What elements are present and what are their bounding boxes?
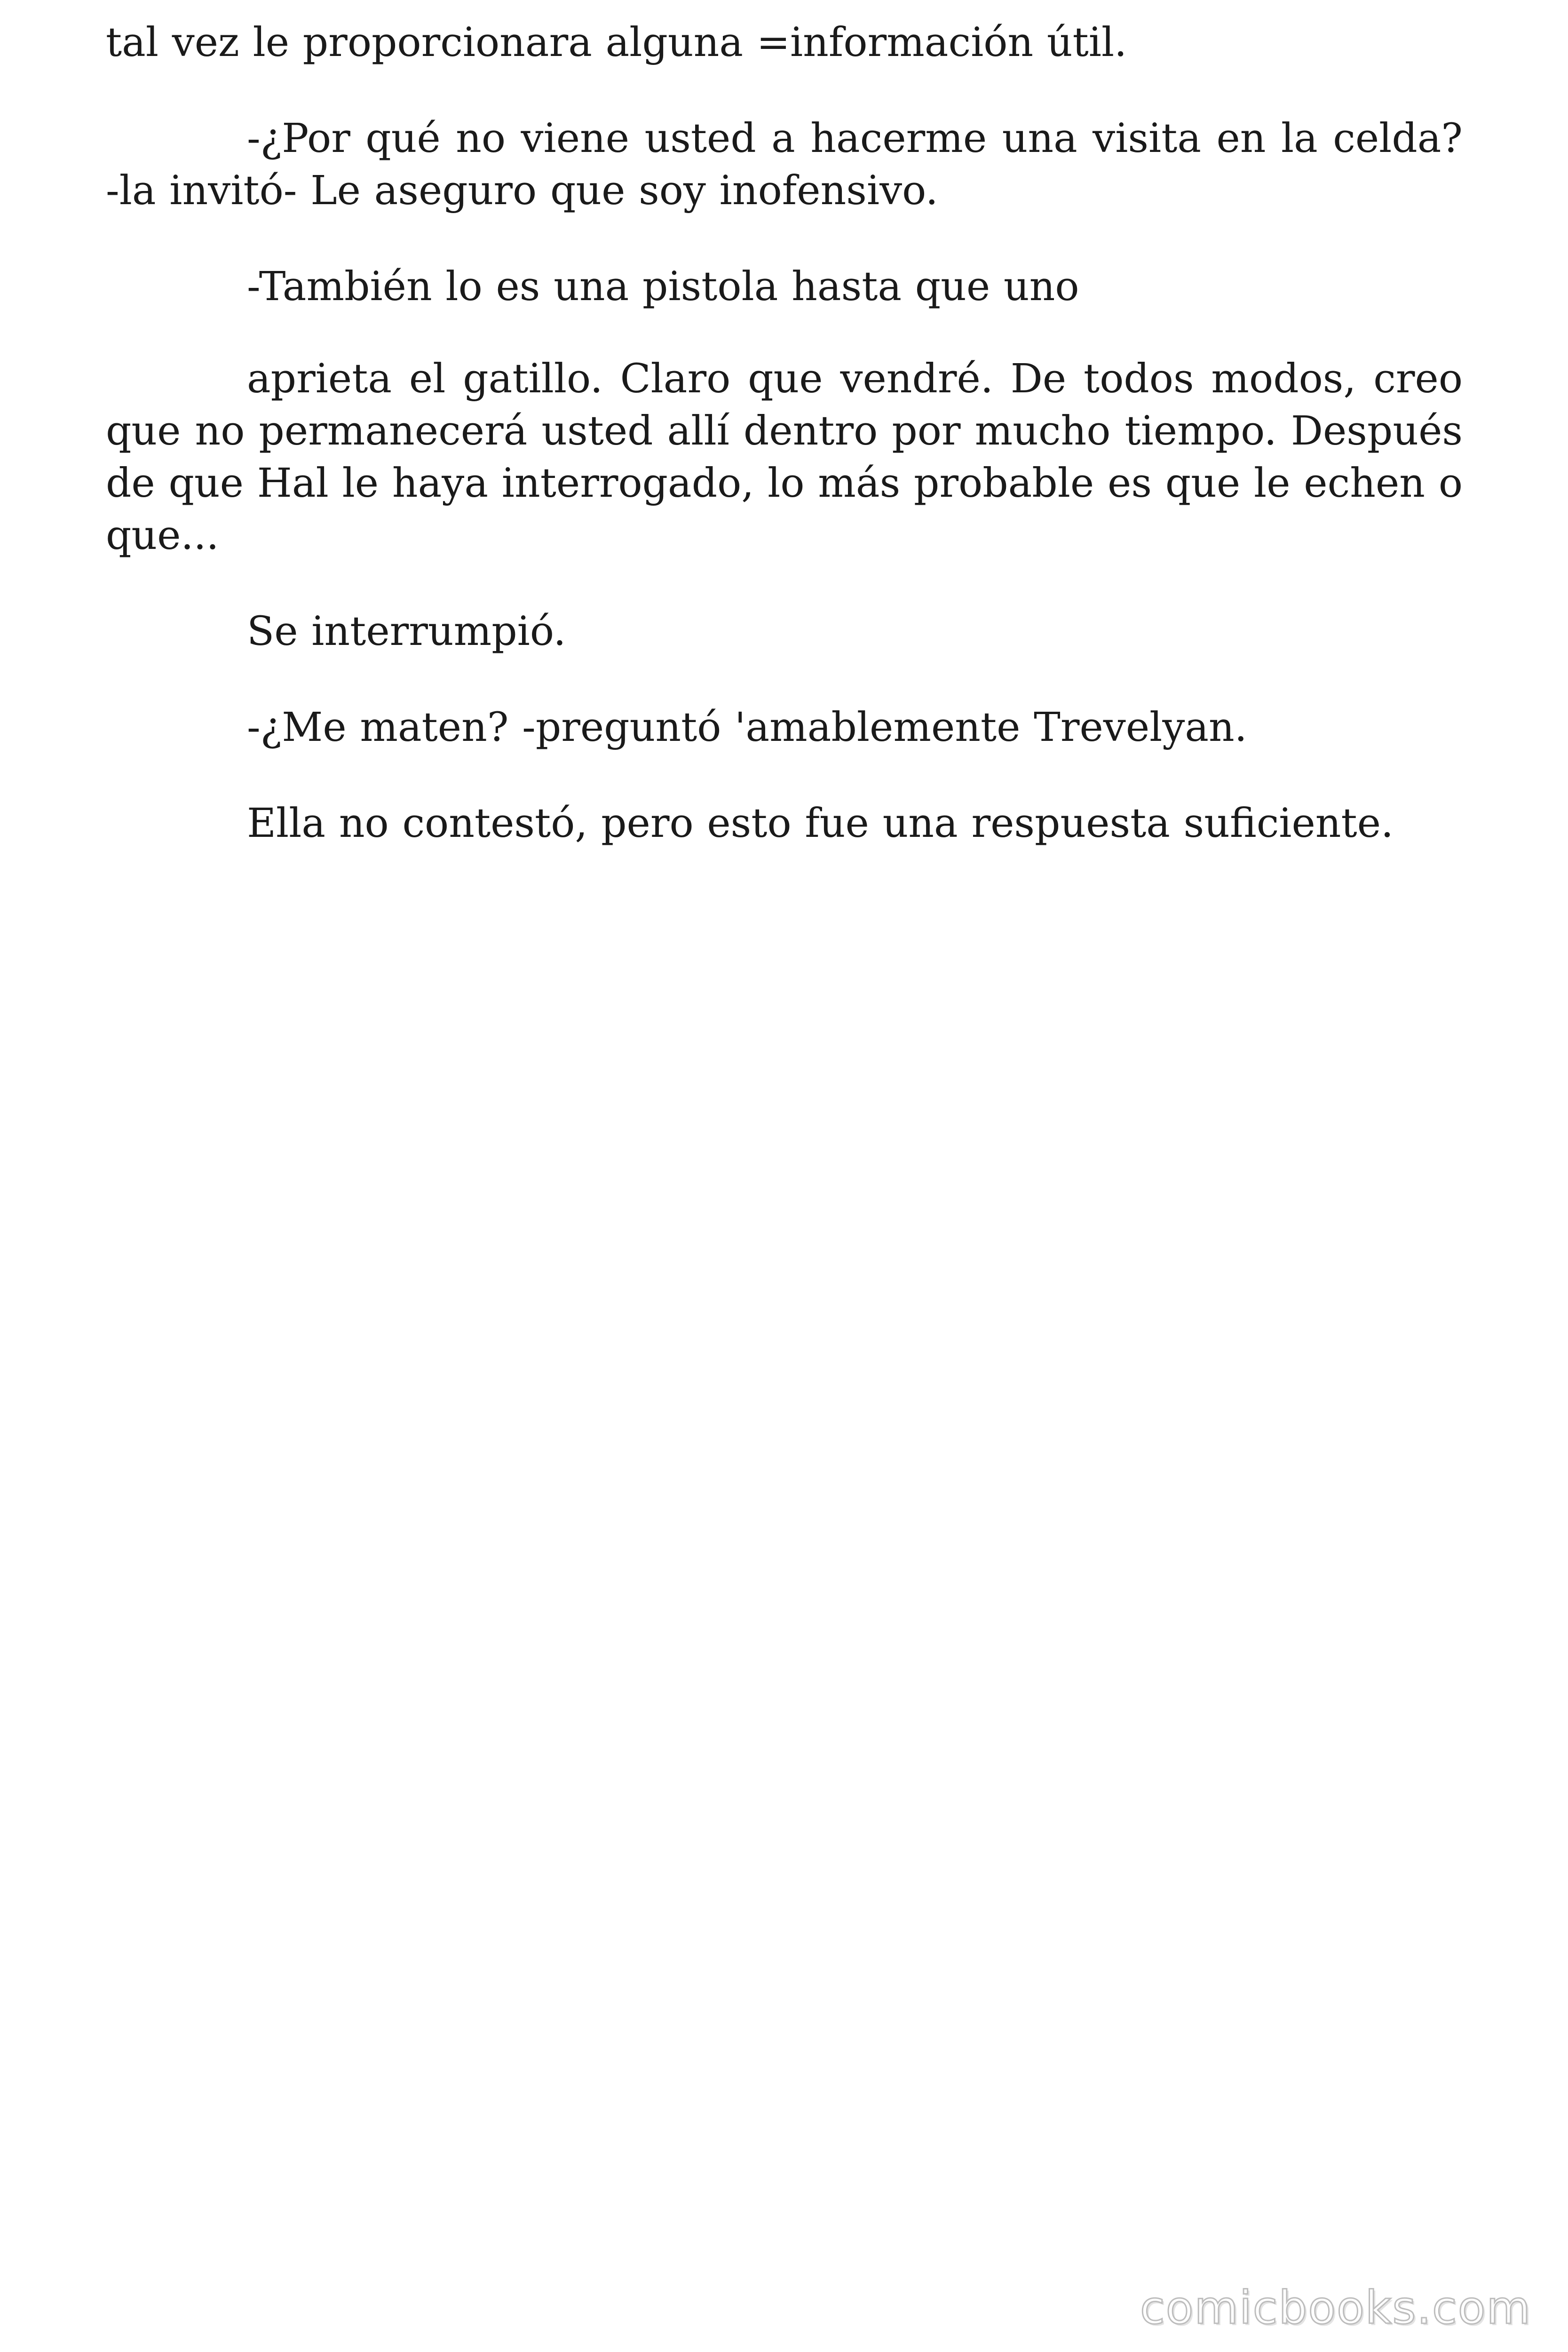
paragraph-7: Ella no contestó, pero esto fue una respuesta suficiente.: [247, 800, 1394, 847]
paragraph-3: -También lo es una pistola hasta que uno: [247, 263, 1079, 310]
paragraph-1: tal vez le proporcionara alguna =información útil.: [106, 19, 1127, 66]
paragraph-2: -¿Por qué no viene usted a hacerme una visita en la celda? -la invitó- Le aseguro que soy inofensivo.: [106, 115, 1463, 214]
paragraph-5: Se interrumpió.: [247, 608, 566, 655]
watermark-logo: comicbooks.com: [1140, 2281, 1531, 2334]
paragraph-6: -¿Me maten? -preguntó 'amablemente Trevelyan.: [247, 704, 1247, 751]
paragraph-4: aprieta el gatillo. Claro que vendré. De todos modos, creo que no permanecerá usted allí dentro por mucho tiempo. Después de que Hal le haya interrogado, lo más probable es que le echen o que...: [106, 356, 1463, 559]
document-page: [106, 16, 1463, 893]
